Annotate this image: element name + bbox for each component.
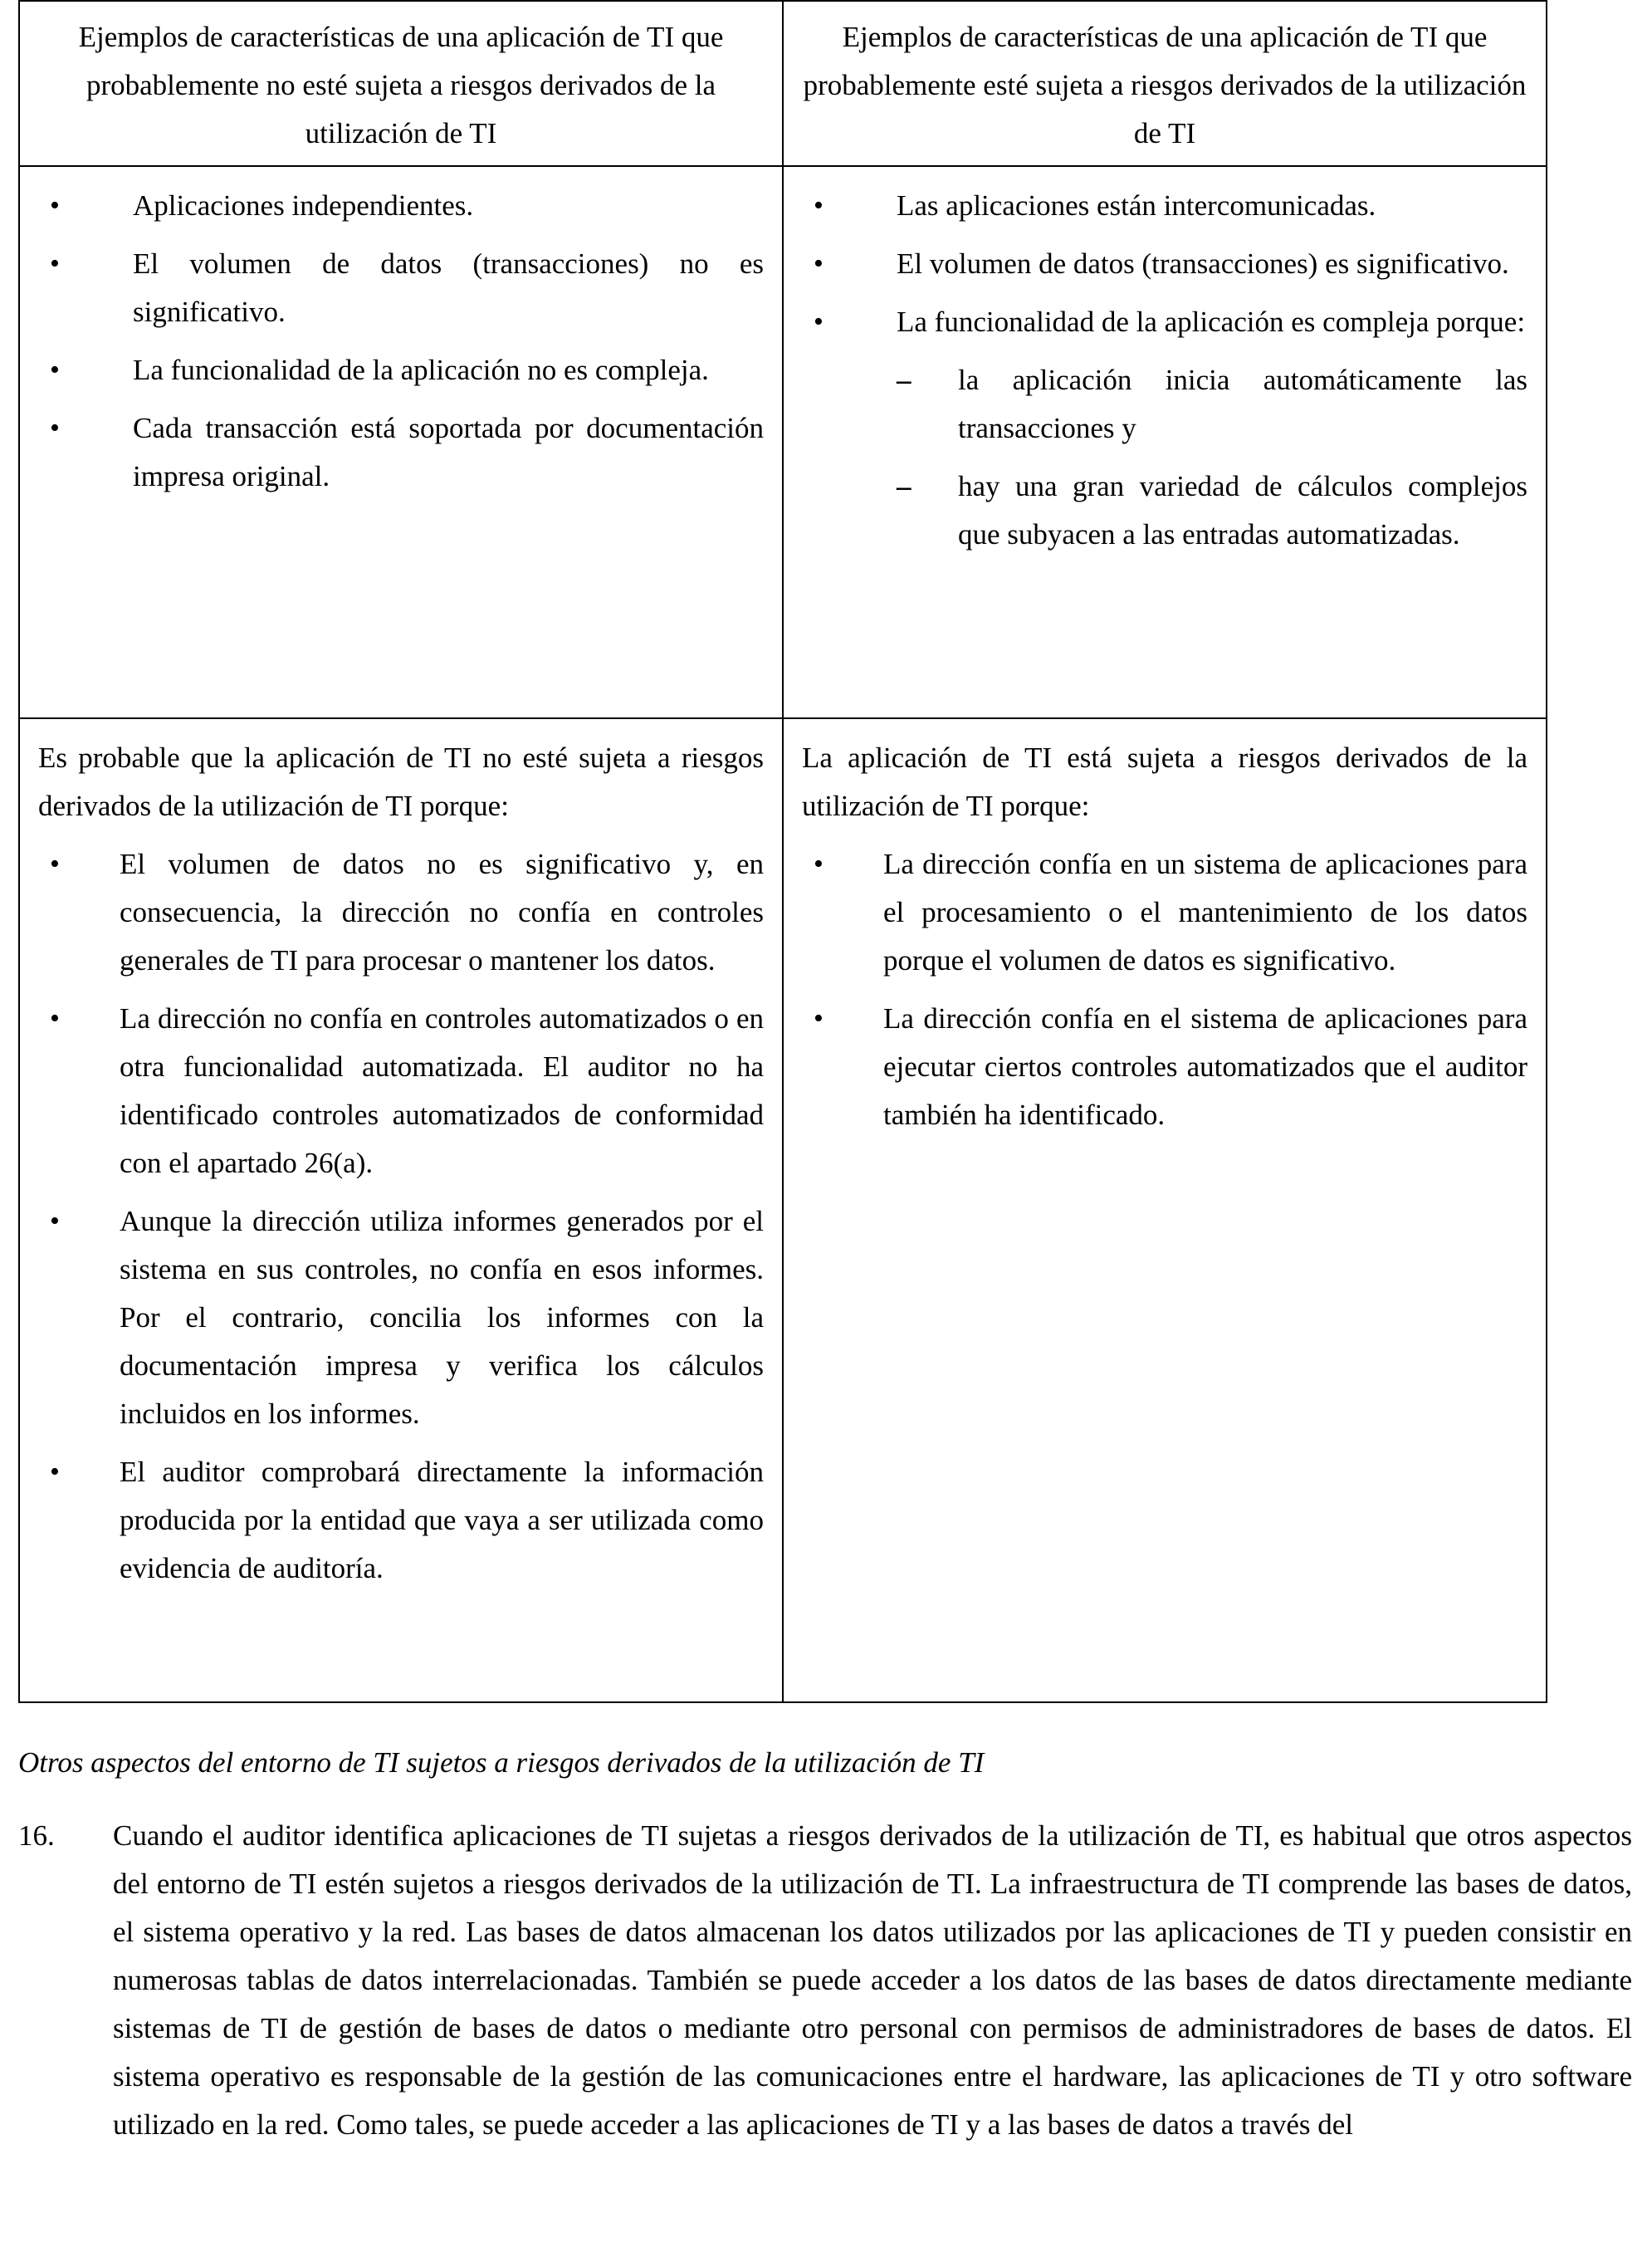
section-heading: Otros aspectos del entorno de TI sujetos a riesgos derivados de la utilización de TI — [18, 1746, 985, 1779]
list-item: • La funcionalidad de la aplicación no es compleja. — [38, 346, 764, 394]
list-item: • Aunque la dirección utiliza informes generados por el sistema en sus controles, no confía en esos informes. Por el contrario, concilia los informes con la documentación impresa y verifica los cálculos incluidos en los informes. — [38, 1197, 764, 1438]
header-subject: Ejemplos de características de una aplicación de TI que probablemente esté sujeta a riesgos derivados de la utilización de TI — [803, 21, 1527, 149]
reasons-subject-cell — [783, 718, 1547, 1702]
list-item-complex-functionality — [802, 298, 1527, 559]
list-item: • La dirección no confía en controles automatizados o en otra funcionalidad automatizada. El auditor no ha identificado controles automatizados de conformidad con el apartado 26(a). — [38, 995, 764, 1187]
list-item: • La dirección confía en un sistema de aplicaciones para el procesamiento o el mantenimiento de los datos porque el volumen de datos es significativo. — [802, 840, 1527, 985]
list-item: • El volumen de datos (transacciones) es significativo. — [802, 240, 1527, 288]
reasons-not-subject-cell — [19, 718, 783, 1702]
sublist-item: – la aplicación inicia automáticamente las transacciones y — [897, 356, 1527, 453]
sublist-item: – hay una gran variedad de cálculos complejos que subyacen a las entradas automatizadas. — [897, 463, 1527, 559]
list-item: • El volumen de datos (transacciones) no es significativo. — [38, 240, 764, 336]
list-item-text: La funcionalidad de la aplicación es compleja porque: — [897, 306, 1526, 338]
numbered-paragraph — [18, 1812, 1632, 2149]
header-not-subject: Ejemplos de características de una aplicación de TI que probablemente no esté sujeta a riesgos derivados de la utilización de TI — [78, 21, 724, 149]
list-item: • Aplicaciones independientes. — [38, 182, 764, 230]
reasons-subject-intro: La aplicación de TI está sujeta a riesgos derivados de la utilización de TI porque: — [802, 742, 1527, 822]
paragraph-text: Cuando el auditor identifica aplicaciones de TI sujetas a riesgos derivados de la utilización de TI, es habitual que otros aspectos del entorno de TI estén sujetos a riesgos derivados de la utilización de TI. La infraestructura de TI comprende las bases de datos, el sistema operativo y la red. Las bases de datos almacenan los datos utilizados por las aplicaciones de TI y pueden consistir en numerosas tablas de datos interrelacionadas. También se puede acceder a los datos de las bases de datos directamente mediante sistemas de TI de gestión de bases de datos o mediante otro personal con permisos de administradores de bases de datos. El sistema operativo es responsable de la gestión de las comunicaciones entre el hardware, las aplicaciones de TI y otro software utilizado en la red. Como tales, se puede acceder a las aplicaciones de TI y a las bases de datos a través del — [113, 1819, 1632, 2141]
list-item: • El auditor comprobará directamente la información producida por la entidad que vaya a ser utilizada como evidencia de auditoría. — [38, 1448, 764, 1593]
list-item: • Las aplicaciones están intercomunicadas. — [802, 182, 1527, 230]
list-item: • La dirección confía en el sistema de aplicaciones para ejecutar ciertos controles automatizados que el auditor también ha identificado. — [802, 995, 1527, 1139]
header-cell-not-subject — [19, 1, 783, 166]
header-cell-subject — [783, 1, 1547, 166]
paragraph-number: 16. — [18, 1819, 55, 1852]
characteristics-subject-list — [802, 182, 1527, 559]
reasons-not-subject-intro: Es probable que la aplicación de TI no esté sujeta a riesgos derivados de la utilización de TI porque: — [38, 742, 764, 822]
list-item: • Cada transacción está soportada por documentación impresa original. — [38, 404, 764, 501]
reasons-subject-list — [802, 840, 1527, 1139]
complex-functionality-sublist — [897, 356, 1527, 559]
characteristics-subject-cell — [783, 166, 1547, 718]
reasons-not-subject-list — [38, 840, 764, 1593]
characteristics-not-subject-list — [38, 182, 764, 501]
it-application-comparison-table — [18, 0, 1547, 1703]
list-item: • El volumen de datos no es significativo y, en consecuencia, la dirección no confía en controles generales de TI para procesar o mantener los datos. — [38, 840, 764, 985]
characteristics-not-subject-cell — [19, 166, 783, 718]
